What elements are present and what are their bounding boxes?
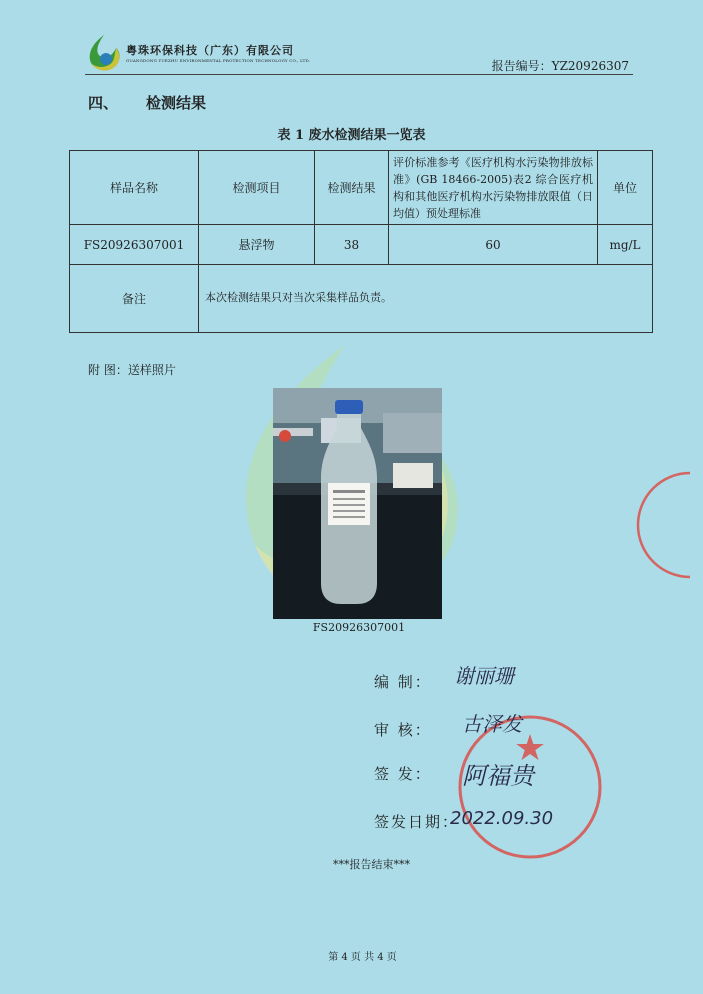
- cell-criteria: 60: [389, 225, 598, 265]
- cell-sample: FS20926307001: [70, 225, 199, 265]
- header-sample: 样品名称: [70, 151, 199, 225]
- header-unit: 单位: [598, 151, 653, 225]
- reviewed-by-label: 审 核：: [374, 721, 432, 739]
- issue-date-label: 签发日期：: [374, 813, 460, 831]
- prepared-signature: 谢丽珊: [454, 664, 514, 688]
- issued-by-label: 签 发：: [374, 765, 432, 783]
- photo-caption: FS20926307001: [312, 621, 406, 634]
- attachment-label: 附 图：送样照片: [88, 363, 176, 377]
- reviewed-signature: 古泽发: [462, 712, 522, 736]
- header-criteria: 评价标准参考《医疗机构水污染物排放标准》(GB 18466-2005)表2 综合医疗机构和其他医疗机构水污染物排放限值（日均值）预处理标准: [389, 151, 598, 225]
- remark-row: [70, 265, 653, 333]
- section-number: 四、: [88, 94, 119, 112]
- issued-signature: 阿福贵: [462, 762, 534, 790]
- company-name-cn: 粤珠环保科技（广东）有限公司: [126, 44, 294, 57]
- remark-text: 本次检测结果只对当次采集样品负责。: [199, 265, 653, 333]
- cell-result: 38: [315, 225, 389, 265]
- cell-item: 悬浮物: [199, 225, 315, 265]
- date-signature: 2022.09.30: [450, 808, 554, 829]
- header-divider: [85, 74, 633, 75]
- table-header-row: [70, 151, 653, 225]
- table-title: 表 1 废水检测结果一览表: [277, 128, 426, 143]
- header-result: 检测结果: [315, 151, 389, 225]
- header-item: 检测项目: [199, 151, 315, 225]
- results-table: [69, 150, 653, 333]
- table-row: [70, 225, 653, 265]
- edge-stamp: [620, 470, 690, 580]
- remark-label: 备注: [70, 265, 199, 333]
- prepared-by-label: 编 制：: [374, 673, 432, 691]
- sample-photo: [273, 388, 442, 619]
- page-number: 第 4 页 共 4 页: [328, 952, 397, 963]
- svg-text:★: ★: [513, 728, 547, 769]
- company-name-en: GUANGDONG YUEZHU ENVIRONMENTAL PROTECTION TECHNOLOGY CO., LTD.: [126, 58, 311, 63]
- company-logo: [85, 33, 123, 73]
- section-title: 检测结果: [146, 94, 207, 112]
- report-end: ***报告结束***: [333, 858, 410, 871]
- report-number: 报告编号：YZ20926307: [491, 59, 629, 73]
- cell-unit: mg/L: [598, 225, 653, 265]
- section-heading: [88, 92, 206, 113]
